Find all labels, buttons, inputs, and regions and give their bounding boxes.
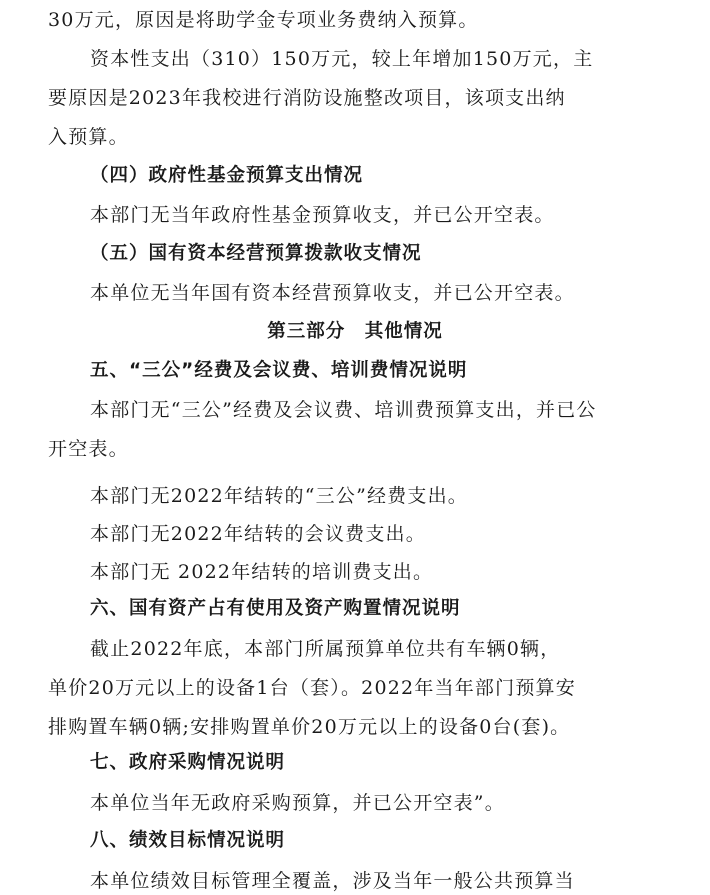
paragraph-line-12: 截止2022年底，本部门所属预算单位共有车辆0辆， <box>90 638 561 660</box>
paragraph-line-10: 本部门无2022年结转的会议费支出。 <box>90 523 426 545</box>
section-heading-procurement: 七、政府采购情况说明 <box>90 752 286 773</box>
paragraph-line-7: 本部门无“三公”经费及会议费、培训费预算支出，并已公 <box>90 399 597 421</box>
paragraph-line-11: 本部门无 2022年结转的培训费支出。 <box>90 561 434 583</box>
paragraph-line-6: 本单位无当年国有资本经营预算收支，并已公开空表。 <box>90 282 575 304</box>
section-heading-three-public: 五、“三公”经费及会议费、培训费情况说明 <box>90 360 468 381</box>
section-heading-government-fund: （四）政府性基金预算支出情况 <box>90 165 364 186</box>
paragraph-line-3: 要原因是2023年我校进行消防设施整改项目，该项支出纳 <box>48 87 566 109</box>
paragraph-line-4: 入预算。 <box>48 126 129 148</box>
paragraph-line-5: 本部门无当年政府性基金预算收支，并已公开空表。 <box>90 204 555 226</box>
paragraph-line-8: 开空表。 <box>48 438 129 460</box>
paragraph-line-1: 30万元，原因是将助学金专项业务费纳入预算。 <box>48 9 479 31</box>
section-heading-performance: 八、绩效目标情况说明 <box>90 830 286 851</box>
part-three-title: 第三部分 其他情况 <box>267 321 443 342</box>
paragraph-line-16: 本单位绩效目标管理全覆盖，涉及当年一般公共预算当 <box>90 870 575 892</box>
section-heading-state-assets: 六、国有资产占有使用及资产购置情况说明 <box>90 598 461 619</box>
paragraph-line-9: 本部门无2022年结转的“三公”经费支出。 <box>90 485 468 507</box>
paragraph-line-13: 单价20万元以上的设备1台（套）。2022年当年部门预算安 <box>48 677 576 699</box>
section-heading-state-capital: （五）国有资本经营预算拨款收支情况 <box>90 243 422 264</box>
paragraph-line-2: 资本性支出（310）150万元，较上年增加150万元，主 <box>90 48 594 70</box>
paragraph-line-14: 排购置车辆0辆;安排购置单价20万元以上的设备0台(套)。 <box>48 716 571 738</box>
paragraph-line-15: 本单位当年无政府采购预算，并已公开空表”。 <box>90 792 505 814</box>
